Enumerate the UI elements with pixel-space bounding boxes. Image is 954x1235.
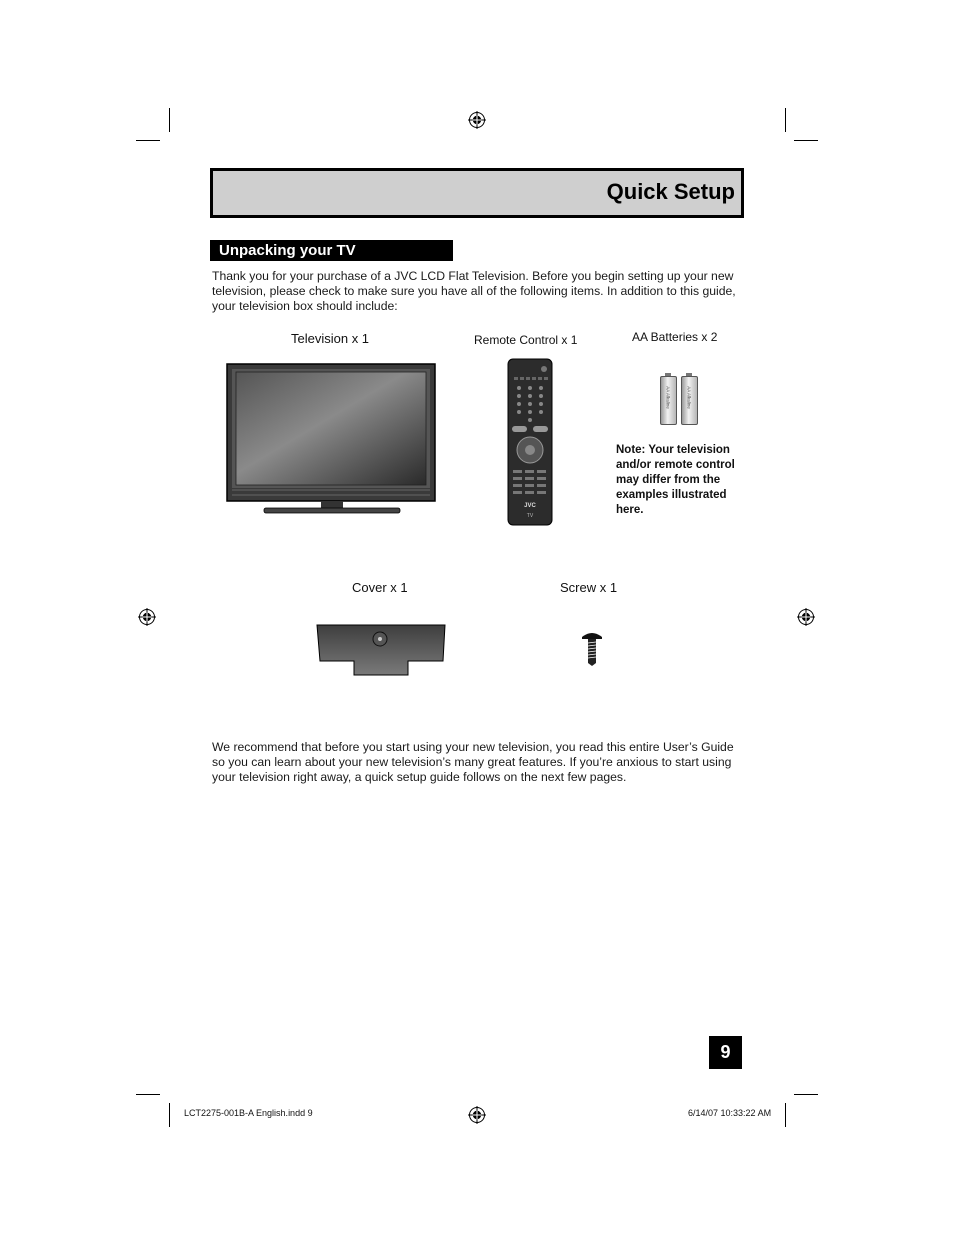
crop-mark bbox=[136, 1094, 160, 1095]
television-illustration bbox=[226, 362, 438, 517]
intro-paragraph: Thank you for your purchase of a JVC LCD Flat Television. Before you begin setting up your new television, please check to make sure you have all of the following items. In addition to this guide, your television box should include: bbox=[212, 269, 736, 313]
battery bbox=[659, 373, 677, 425]
footer-timestamp: 6/14/07 10:33:22 AM bbox=[688, 1108, 772, 1118]
registration-mark-icon bbox=[468, 111, 486, 129]
registration-mark-icon bbox=[797, 608, 815, 626]
note-text: Note: Your television and/or remote control may differ from the examples illustrated here. bbox=[616, 444, 735, 516]
crop-mark bbox=[794, 140, 818, 141]
remote-caption: Remote Control x 1 bbox=[474, 333, 578, 347]
crop-mark bbox=[169, 1103, 170, 1127]
batteries-illustration bbox=[659, 373, 699, 425]
footer-filename: LCT2275-001B-A English.indd 9 bbox=[184, 1108, 313, 1118]
cover-caption: Cover x 1 bbox=[352, 580, 408, 595]
page-title: Quick Setup bbox=[606, 179, 735, 204]
screw-icon bbox=[580, 630, 604, 666]
remote-control-illustration bbox=[507, 358, 553, 526]
battery-label: AA Alkaline bbox=[665, 386, 671, 409]
batteries-caption: AA Batteries x 2 bbox=[632, 330, 718, 344]
header-bar bbox=[210, 168, 744, 218]
section-heading: Unpacking your TV bbox=[210, 240, 453, 261]
remote-tv-label: TV bbox=[526, 513, 534, 519]
television-caption: Television x 1 bbox=[291, 331, 370, 346]
crop-mark bbox=[169, 108, 170, 132]
page-number: 9 bbox=[709, 1036, 742, 1069]
screw-caption: Screw x 1 bbox=[560, 580, 618, 595]
cover-illustration bbox=[316, 623, 446, 677]
crop-mark bbox=[785, 108, 786, 132]
crop-mark bbox=[794, 1094, 818, 1095]
battery bbox=[680, 373, 698, 425]
remote-brand-logo: JVC bbox=[524, 503, 536, 509]
crop-mark bbox=[785, 1103, 786, 1127]
registration-mark-icon bbox=[138, 608, 156, 626]
battery-label: AA Alkaline bbox=[686, 386, 692, 409]
crop-mark bbox=[136, 140, 160, 141]
closing-paragraph: We recommend that before you start using your new television, you read this entire User’s Guide so you can learn about your new television’s many great features. If you’re anxious to start using your television right away, a quick setup guide follows on the next few pages. bbox=[212, 740, 734, 784]
registration-mark-icon bbox=[468, 1106, 486, 1124]
